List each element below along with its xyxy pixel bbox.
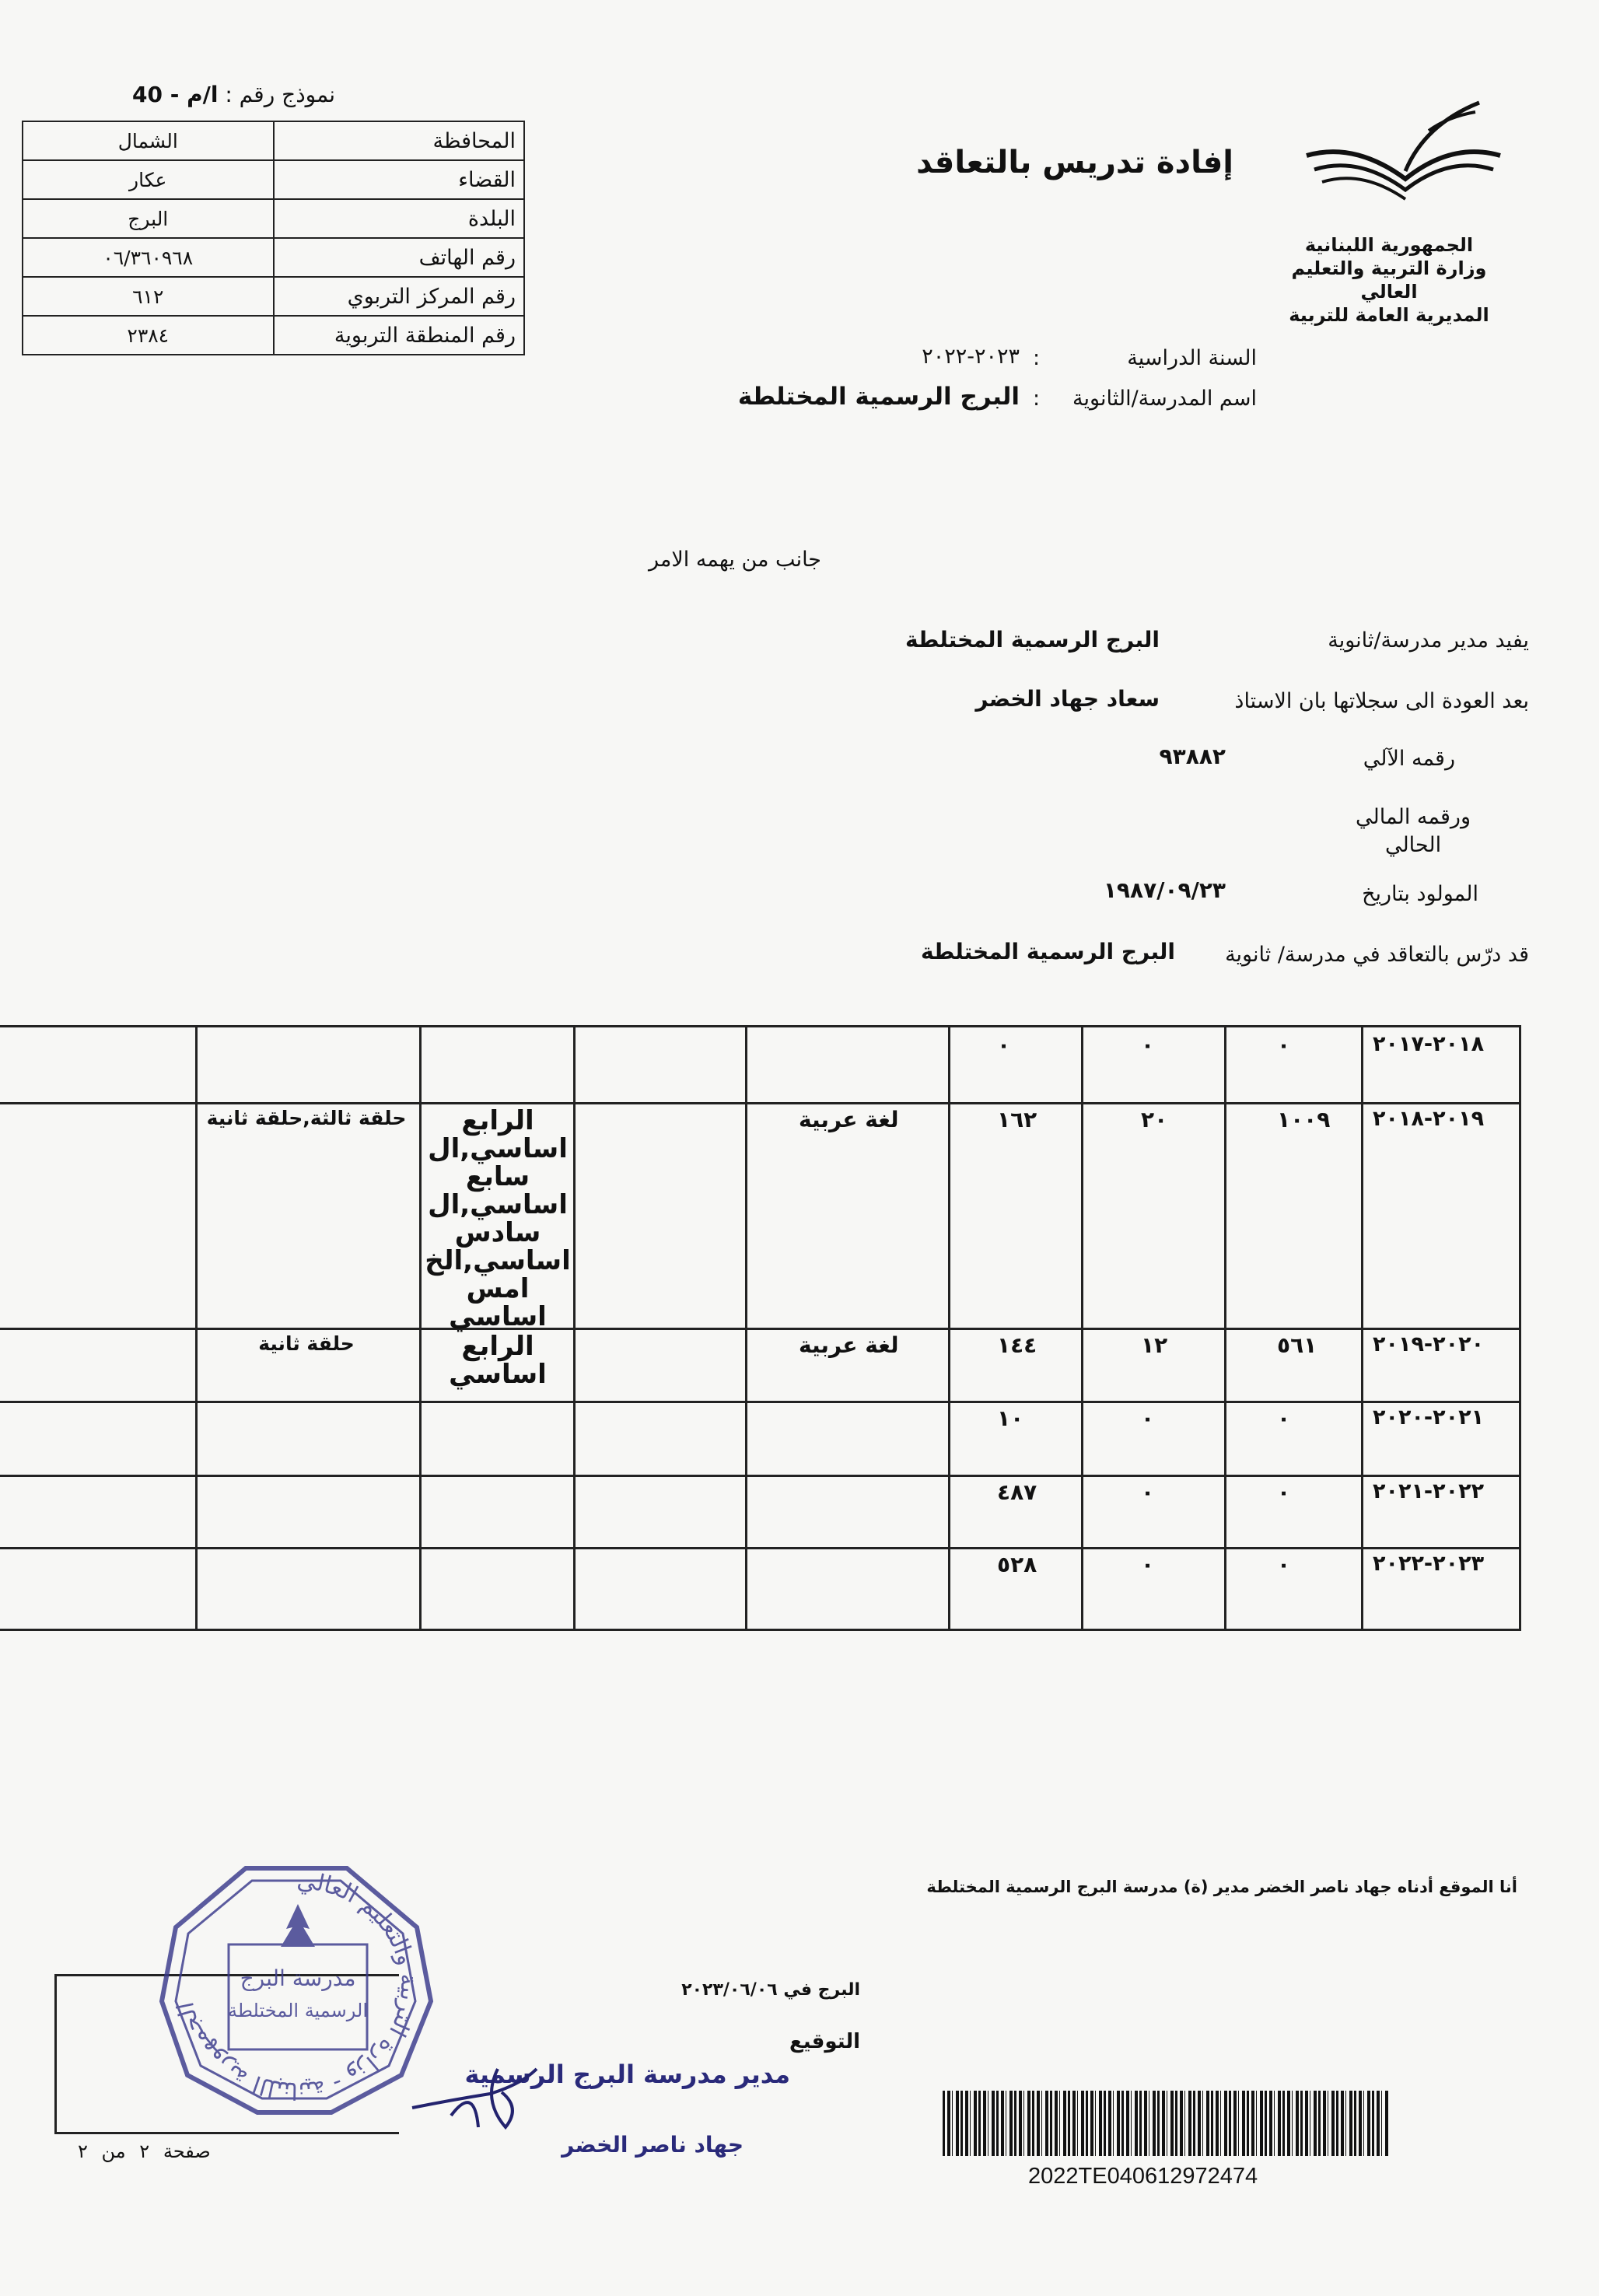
- year-cell: ٢٠١٩-٢٠١٨: [1373, 1107, 1485, 1131]
- grade-line: اساسي,ال: [428, 1189, 568, 1220]
- hours-cell: ٠: [1141, 1552, 1155, 1577]
- form-number-label: نموذج رقم: [239, 82, 336, 107]
- grade-line: سادس: [454, 1217, 541, 1248]
- info-value: ٦١٢: [23, 277, 274, 316]
- cycle-cell: حلقة ثالثة,حلقة ثانية: [206, 1107, 407, 1129]
- grade-line: اساسي: [449, 1359, 547, 1390]
- grade-line: اساسي,الخ: [425, 1245, 571, 1276]
- hours-cell: ٠: [1141, 1032, 1155, 1058]
- hours-cell: ٢٠: [1141, 1107, 1168, 1132]
- year-cell: ٢٠٢١-٢٠٢٠: [1373, 1405, 1485, 1430]
- school-name-value: البرج الرسمية المختلطة: [737, 383, 1020, 411]
- info-value: البرج: [23, 199, 274, 238]
- year-cell: ٢٠٢٠-٢٠١٩: [1373, 1332, 1485, 1356]
- ministry-line-2: وزارة التربية والتعليم العالي: [1291, 257, 1487, 303]
- signature-scribble: [404, 2053, 552, 2139]
- school-year-label: السنة الدراسية: [1127, 346, 1257, 370]
- total-cell: ٠: [997, 1032, 1011, 1058]
- hours-cell: ١٢: [1141, 1332, 1168, 1358]
- info-row: [23, 121, 524, 160]
- page-number: [78, 2140, 211, 2162]
- grade-line: اساسي,ال: [428, 1133, 568, 1164]
- director-title: مدير مدرسة البرج الرسمية: [464, 2060, 790, 2089]
- year-cell: ٢٠٢٢-٢٠٢١: [1373, 1479, 1485, 1503]
- stamp-inner-line-1: مدرسة البرج: [240, 1965, 356, 1991]
- info-label: رقم الهاتف: [274, 238, 525, 277]
- info-row: [23, 316, 524, 355]
- school-name-label: اسم المدرسة/الثانوية: [1072, 387, 1257, 411]
- info-row: [23, 277, 524, 316]
- info-label: القضاء: [274, 160, 525, 199]
- stamp-inner-line-2: الرسمية المختلطة: [227, 2000, 369, 2021]
- info-row: [23, 238, 524, 277]
- info-value: ٠٦/٣٦٠٩٦٨: [23, 238, 274, 277]
- subject-cell: لغة عربية: [799, 1107, 899, 1132]
- ministry-header: [1265, 233, 1513, 327]
- school-year-value: ٢٠٢٣-٢٠٢٢: [922, 345, 1020, 369]
- addressee: جانب من يهمه الامر: [648, 548, 821, 572]
- page-number-of: من: [101, 2140, 126, 2162]
- info-label: رقم المركز التربوي: [274, 277, 525, 316]
- total-cell: ٥٢٨: [997, 1552, 1037, 1577]
- body-line-1-prefix: يفيد مدير مدرسة/ثانوية: [1328, 628, 1529, 653]
- declaration: أنا الموقع أدناه جهاد ناصر الخضر مدير (ة) مدرسة البرج الرسمية المختلطة: [926, 1878, 1517, 1896]
- hours-cell: ٠: [1141, 1479, 1155, 1505]
- teacher-name: سعاد جهاد الخضر: [975, 686, 1160, 712]
- hours-cell: ٠: [1141, 1405, 1155, 1431]
- info-label: رقم المنطقة التربوية: [274, 316, 525, 355]
- grade-line: الرابع: [461, 1105, 534, 1136]
- cycle-cell: حلقة ثانية: [258, 1332, 355, 1355]
- grade-line: سابع: [465, 1161, 530, 1192]
- body-line-2-prefix: بعد العودة الى سجلاتها بان الاستاذ: [1234, 689, 1529, 713]
- birth-date-label: المولود بتاريخ: [1362, 882, 1478, 906]
- financial-number-label: [1356, 803, 1471, 859]
- info-value: عكار: [23, 160, 274, 199]
- ministry-logo-icon: [1300, 93, 1506, 202]
- hours-cell: ٠: [1277, 1479, 1291, 1505]
- grade-line: الرابع: [461, 1331, 534, 1362]
- body-line-1-school: البرج الرسمية المختلطة: [904, 627, 1160, 653]
- year-cell: ٢٠٢٣-٢٠٢٢: [1373, 1552, 1485, 1576]
- place-date: البرج في ٢٠٢٣/٠٦/٠٦: [681, 1980, 860, 2000]
- page-number-label: صفحة: [163, 2140, 211, 2162]
- grade-line: امس: [466, 1273, 530, 1304]
- grades-cell: [424, 1332, 572, 1388]
- hours-cell: ٥٦١: [1277, 1332, 1317, 1358]
- taught-line-prefix: قد درّس بالتعاقد في مدرسة/ ثانوية: [1225, 943, 1529, 967]
- barcode: [943, 2091, 1388, 2156]
- official-stamp: [152, 1857, 440, 2122]
- info-label: المحافظة: [274, 121, 525, 160]
- info-value: ٢٣٨٤: [23, 316, 274, 355]
- birth-date-value: ١٩٨٧/٠٩/٢٣: [1103, 877, 1226, 903]
- form-number: نموذج رقم : ا/م - 40: [132, 82, 336, 107]
- info-label: البلدة: [274, 199, 525, 238]
- page-number-current: ٢: [139, 2140, 150, 2162]
- ministry-line-3: المديرية العامة للتربية: [1289, 304, 1489, 326]
- grades-cell: [424, 1107, 572, 1331]
- hours-cell: ١٠٠٩: [1277, 1107, 1331, 1132]
- subject-cell: لغة عربية: [799, 1332, 899, 1358]
- financial-number-label-1: ورقمه المالي: [1356, 805, 1471, 829]
- total-cell: ١٤٤: [997, 1332, 1037, 1358]
- document-title: إفادة تدريس بالتعاقد: [916, 145, 1233, 180]
- taught-line-school: البرج الرسمية المختلطة: [920, 939, 1175, 964]
- grade-line: اساسي: [449, 1301, 547, 1332]
- ministry-line-1: الجمهورية اللبنانية: [1304, 234, 1474, 256]
- hours-cell: ٠: [1277, 1032, 1291, 1058]
- signature-label: التوقيع: [789, 2030, 860, 2053]
- cedar-icon: [281, 1904, 315, 1947]
- total-cell: ٤٨٧: [997, 1479, 1037, 1505]
- info-row: [23, 160, 524, 199]
- director-name: جهاد ناصر الخضر: [562, 2132, 744, 2158]
- stamp-outer-text: الجمهورية اللبنانية - وزارة التربية والتعليم العالي: [172, 1867, 423, 2105]
- auto-number-value: ٩٣٨٨٢: [1159, 744, 1226, 769]
- barcode-number: 2022TE040612972474: [1028, 2164, 1258, 2189]
- teaching-hours-table: [0, 1025, 1521, 1631]
- total-cell: ١٦٢: [997, 1107, 1037, 1132]
- info-value: الشمال: [23, 121, 274, 160]
- hours-cell: ٠: [1277, 1405, 1291, 1431]
- hours-cell: ٠: [1277, 1552, 1291, 1577]
- page-number-total: ٢: [78, 2140, 88, 2162]
- info-table: [22, 121, 525, 355]
- school-name-sep: :: [1033, 387, 1041, 411]
- form-number-value: ا/م - 40: [132, 82, 219, 107]
- auto-number-label: رقمه الآلي: [1363, 747, 1455, 771]
- total-cell: ١٠: [997, 1405, 1024, 1431]
- year-cell: ٢٠١٨-٢٠١٧: [1373, 1032, 1485, 1056]
- school-year-sep: :: [1033, 346, 1041, 370]
- info-row: [23, 199, 524, 238]
- financial-number-label-2: الحالي: [1384, 833, 1442, 857]
